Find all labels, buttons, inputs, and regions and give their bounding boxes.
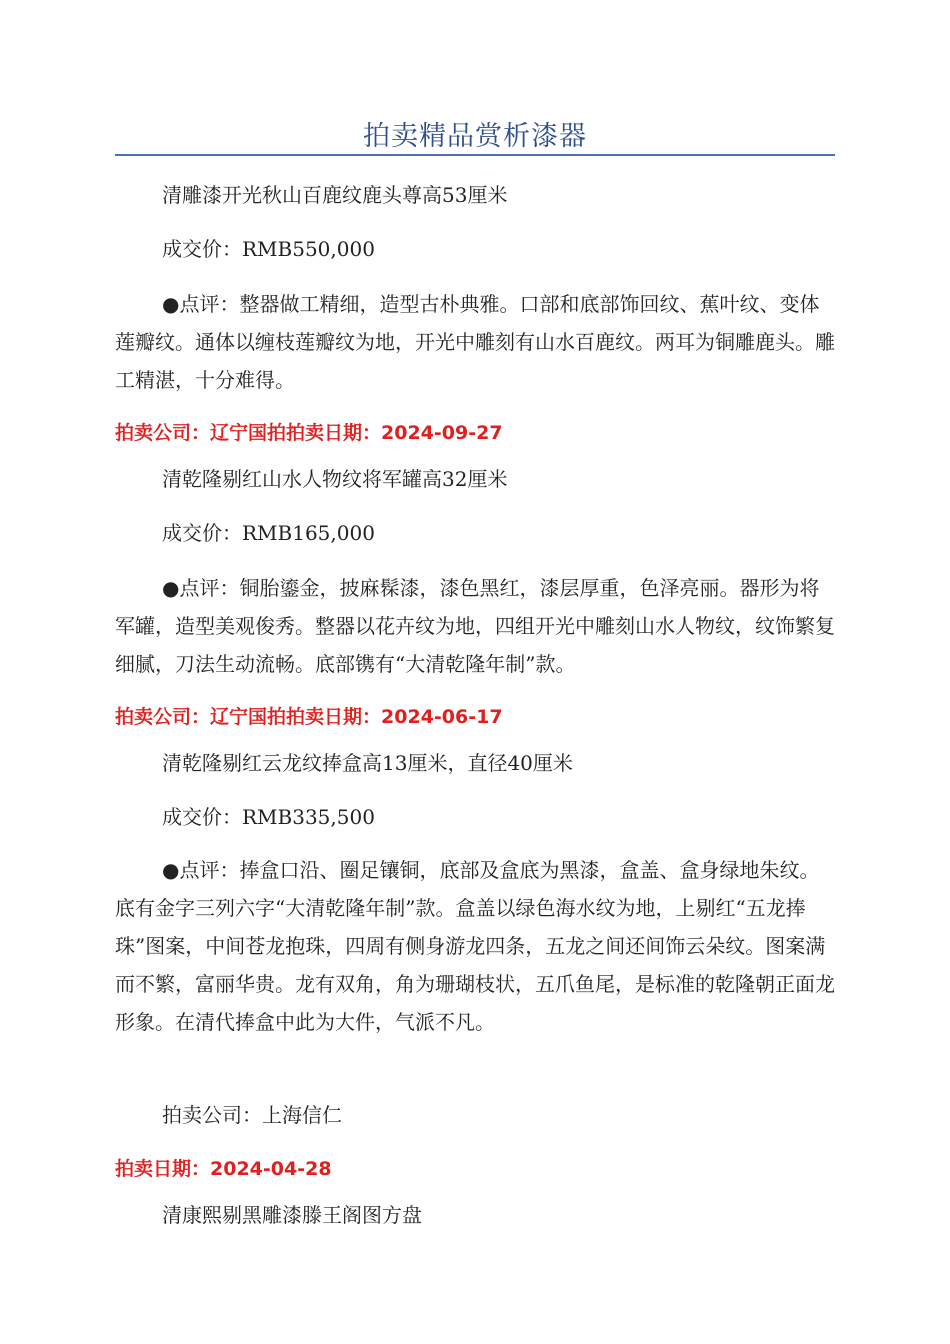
item-1-name: 清雕漆开光秋山百鹿纹鹿头尊高53厘米 [162,183,508,207]
item-3-comment: ●点评：捧盒口沿、圈足镶铜，底部及盒底为黑漆，盒盖、盒身绿地朱纹。底有金字三列六字“大清乾隆年制”款。盒盖以绿色海水纹为地，上剔红“五龙捧珠”图案，中间苍龙抱珠，四周有侧身游龙四条，五龙之间还间饰云朵纹。图案满而不繁，富丽华贵。龙有双角，角为珊瑚枝状，五爪鱼尾，是标准的乾隆朝正面龙形象。在清代捧盒中此为大件，气派不凡。 [115,858,835,1034]
item-1-price: 成交价：RMB550,000 [162,237,375,261]
title-underline [115,154,835,156]
item-3-company: 拍卖公司：上海信仁 [162,1103,342,1127]
item-1-auction-info: 拍卖公司：辽宁国拍拍卖日期：2024-09-27 [115,422,503,444]
page-title: 拍卖精品赏析漆器 [363,121,587,152]
item-2-price: 成交价：RMB165,000 [162,521,375,545]
item-2-name: 清乾隆剔红山水人物纹将军罐高32厘米 [162,467,508,491]
item-3-price: 成交价：RMB335,500 [162,805,375,829]
item-2-comment: ●点评：铜胎鎏金，披麻髹漆，漆色黑红，漆层厚重，色泽亮丽。器形为将军罐，造型美观俊秀。整器以花卉纹为地，四组开光中雕刻山水人物纹，纹饰繁复细腻，刀法生动流畅。底部镌有“大清乾隆年制”款。 [115,576,835,676]
item-3-auction-date: 拍卖日期：2024-04-28 [115,1158,332,1180]
item-2-auction-info: 拍卖公司：辽宁国拍拍卖日期：2024-06-17 [115,706,503,728]
item-1-comment: ●点评：整器做工精细，造型古朴典雅。口部和底部饰回纹、蕉叶纹、变体莲瓣纹。通体以缠枝莲瓣纹为地，开光中雕刻有山水百鹿纹。两耳为铜雕鹿头。雕工精湛，十分难得。 [115,292,835,392]
item-3-name: 清乾隆剔红云龙纹捧盒高13厘米，直径40厘米 [162,751,573,775]
item-4-name: 清康熙剔黑雕漆滕王阁图方盘 [162,1203,422,1227]
